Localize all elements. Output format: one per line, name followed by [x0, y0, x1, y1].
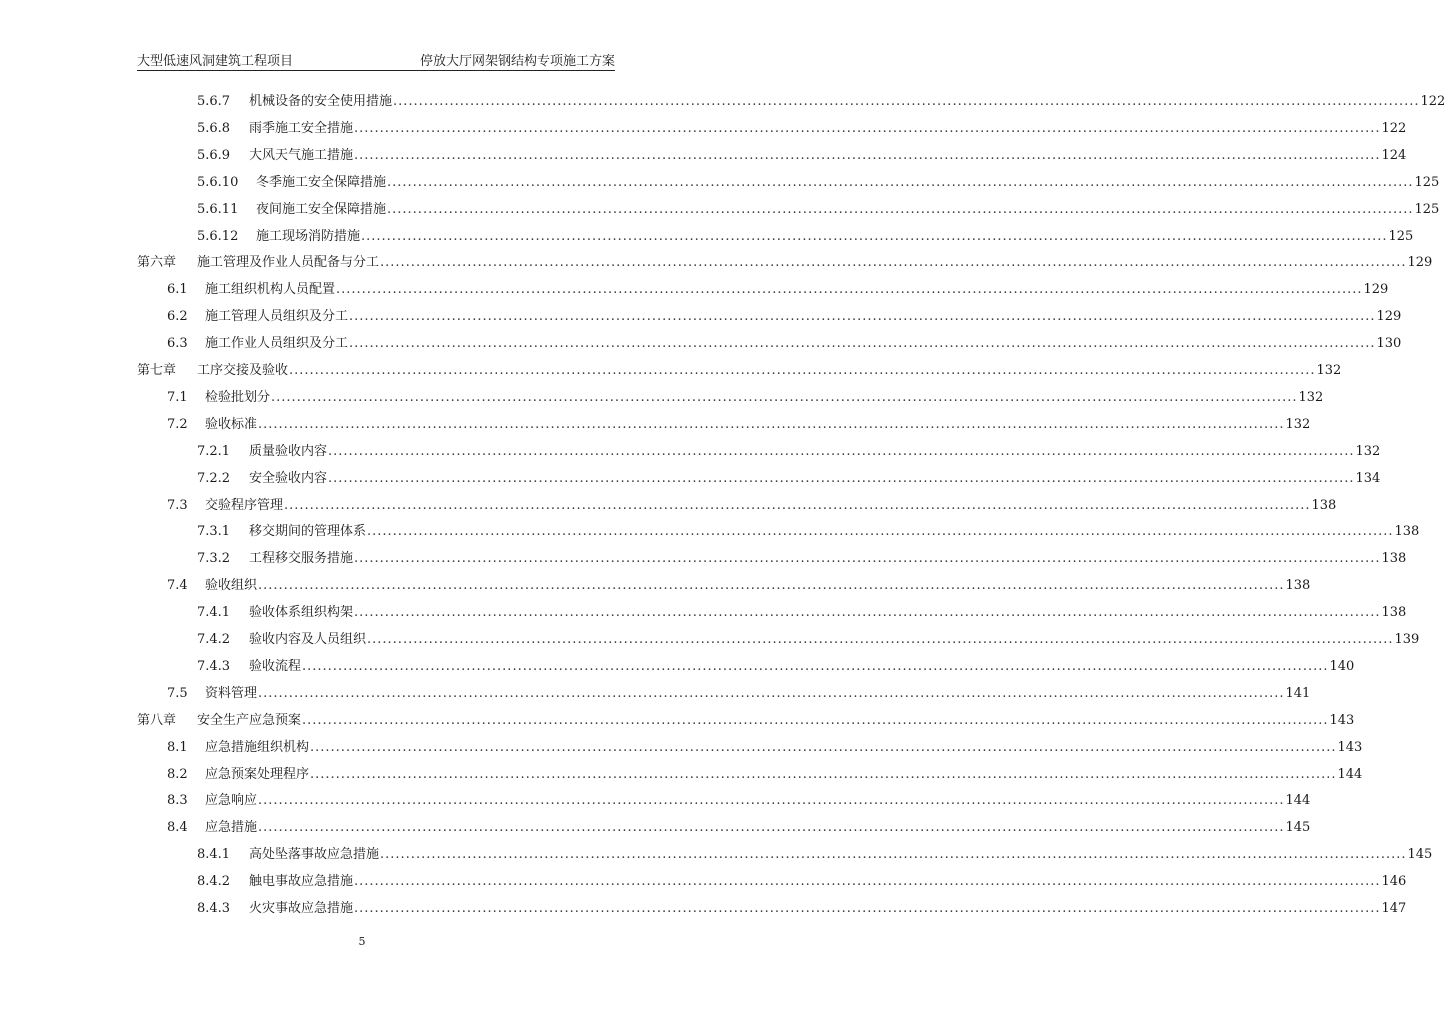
toc-dot-leader: ........................................................................................................................................................................................................: [387, 174, 1414, 190]
toc-entry-title: 工序交接及验收: [197, 363, 289, 378]
toc-dot-leader: ........................................................................................................................................................................................................: [380, 847, 1407, 863]
toc-entry[interactable]: [137, 359, 1342, 379]
toc-entry[interactable]: [167, 736, 1363, 756]
toc-dot-leader: ........................................................................................................................................................................................................: [258, 416, 1285, 432]
toc-dot-leader: ........................................................................................................................................................................................................: [336, 282, 1363, 298]
toc-entry-page: 132: [1316, 363, 1342, 378]
toc-entry-page: 144: [1337, 766, 1363, 782]
toc-entry[interactable]: [167, 305, 1402, 325]
toc-entry-number: 5.6.7: [197, 94, 231, 109]
toc-entry-page: 132: [1355, 443, 1381, 459]
toc-entry[interactable]: [197, 198, 1440, 218]
toc-dot-leader: ........................................................................................................................................................................................................: [302, 712, 1329, 728]
toc-entry-title: 移交期间的管理体系: [249, 524, 367, 540]
toc-entry-page: 132: [1298, 389, 1324, 405]
toc-entry-title: 验收体系组织构架: [249, 605, 354, 621]
toc-entry[interactable]: [137, 709, 1355, 729]
toc-entry-number: 7.3.1: [197, 524, 231, 540]
toc-dot-leader: ........................................................................................................................................................................................................: [258, 793, 1285, 809]
toc-entry-title: 应急预案处理程序: [205, 766, 310, 782]
toc-entry-title: 安全验收内容: [249, 470, 328, 486]
toc-entry[interactable]: [197, 628, 1420, 648]
toc-entry-number: 8.3: [167, 793, 188, 809]
toc-entry-number: 8.1: [167, 739, 188, 755]
toc-entry-title: 施工管理人员组织及分工: [205, 309, 349, 325]
toc-entry[interactable]: [137, 251, 1433, 271]
toc-dot-leader: ........................................................................................................................................................................................................: [328, 470, 1355, 486]
toc-entry[interactable]: [167, 682, 1311, 702]
toc-entry-number: 第六章: [137, 255, 177, 271]
toc-entry-page: 143: [1329, 712, 1355, 728]
toc-entry-page: 125: [1414, 201, 1440, 217]
toc-dot-leader: ........................................................................................................................................................................................................: [367, 524, 1394, 540]
toc-entry-title: 检验批划分: [205, 389, 271, 405]
toc-entry[interactable]: [197, 440, 1381, 460]
toc-entry[interactable]: [197, 655, 1355, 675]
toc-entry-number: 6.1: [167, 282, 188, 298]
toc-entry[interactable]: [197, 870, 1407, 890]
toc-dot-leader: ........................................................................................................................................................................................................: [354, 605, 1381, 621]
toc-dot-leader: ........................................................................................................................................................................................................: [380, 255, 1407, 271]
toc-entry-number: 7.2: [167, 416, 188, 432]
toc-entry-page: 145: [1407, 847, 1433, 863]
toc-entry[interactable]: [197, 117, 1407, 137]
toc-entry-page: 140: [1329, 658, 1355, 674]
toc-entry-title: 应急措施: [205, 820, 258, 836]
toc-entry-page: 129: [1376, 309, 1402, 325]
toc-dot-leader: ........................................................................................................................................................................................................: [328, 443, 1355, 459]
toc-entry-page: 143: [1337, 739, 1363, 755]
toc-entry-number: 8.2: [167, 766, 188, 782]
toc-dot-leader: ........................................................................................................................................................................................................: [258, 685, 1285, 701]
toc-entry-number: 7.4.3: [197, 658, 231, 674]
toc-dot-leader: ........................................................................................................................................................................................................: [354, 901, 1381, 916]
toc-dot-leader: ........................................................................................................................................................................................................: [361, 228, 1388, 244]
toc-entry[interactable]: [197, 171, 1440, 191]
toc-entry-title: 高处坠落事故应急措施: [249, 847, 380, 863]
toc-dot-leader: ........................................................................................................................................................................................................: [258, 578, 1285, 594]
toc-entry-title: 施工作业人员组织及分工: [205, 336, 349, 352]
toc-dot-leader: ........................................................................................................................................................................................................: [354, 551, 1381, 567]
toc-dot-leader: ........................................................................................................................................................................................................: [310, 766, 1337, 782]
toc-dot-leader: ........................................................................................................................................................................................................: [354, 147, 1381, 163]
toc-entry-page: 122: [1381, 120, 1407, 136]
toc-entry-page: 138: [1381, 551, 1407, 567]
toc-entry-page: 125: [1388, 228, 1414, 244]
toc-entry-number: 7.5: [167, 685, 188, 701]
toc-entry-title: 验收内容及人员组织: [249, 632, 367, 647]
toc-entry-number: 第八章: [137, 712, 177, 728]
toc-entry[interactable]: [167, 386, 1324, 406]
toc-entry-page: 147: [1381, 901, 1407, 916]
toc-entry[interactable]: [197, 897, 1407, 917]
toc-entry-title: 触电事故应急措施: [249, 874, 354, 890]
toc-entry[interactable]: [167, 574, 1311, 594]
toc-entry-page: 139: [1394, 632, 1420, 647]
toc-entry[interactable]: [167, 763, 1363, 783]
toc-entry-title: 质量验收内容: [249, 443, 328, 459]
toc-entry-title: 机械设备的安全使用措施: [249, 94, 393, 109]
toc-entry-page: 138: [1311, 497, 1337, 513]
toc-entry-number: 6.3: [167, 336, 188, 352]
toc-entry[interactable]: [197, 90, 1445, 110]
toc-entry-number: 5.6.11: [197, 201, 239, 217]
toc-entry-number: 8.4.2: [197, 874, 231, 890]
toc-entry-page: 134: [1355, 470, 1381, 486]
header-document-title: 停放大厅网架钢结构专项施工方案: [419, 54, 615, 69]
toc-entry-page: 129: [1363, 282, 1389, 298]
header-project-name: 大型低速风洞建筑工程项目: [137, 54, 294, 69]
toc-entry[interactable]: [167, 816, 1311, 836]
toc-entry-number: 7.1: [167, 389, 188, 405]
toc-entry-number: 6.2: [167, 309, 188, 325]
toc-entry-title: 验收组织: [205, 578, 258, 594]
toc-entry-title: 验收流程: [249, 658, 302, 674]
toc-entry-page: 146: [1381, 874, 1407, 890]
toc-entry-number: 5.6.9: [197, 147, 231, 163]
toc-entry-number: 7.3.2: [197, 551, 231, 567]
toc-entry-number: 5.6.8: [197, 120, 231, 136]
toc-entry-page: 122: [1420, 94, 1445, 109]
toc-entry-title: 工程移交服务措施: [249, 551, 354, 567]
toc-entry-title: 大风天气施工措施: [249, 147, 354, 163]
toc-entry-number: 7.3: [167, 497, 188, 513]
toc-entry-page: 124: [1381, 147, 1407, 163]
toc-entry-number: 7.4.1: [197, 605, 231, 621]
toc-entry-title: 火灾事故应急措施: [249, 901, 354, 916]
toc-entry-number: 7.4: [167, 578, 188, 594]
toc-entry[interactable]: [167, 278, 1389, 298]
toc-entry-title: 资料管理: [205, 685, 258, 701]
toc-entry-page: 130: [1376, 336, 1402, 352]
toc-dot-leader: ........................................................................................................................................................................................................: [349, 336, 1376, 352]
toc-entry-title: 施工现场消防措施: [256, 228, 361, 244]
toc-dot-leader: ........................................................................................................................................................................................................: [354, 874, 1381, 890]
toc-entry-title: 应急响应: [205, 793, 258, 809]
toc-entry-page: 144: [1285, 793, 1311, 809]
toc-dot-leader: ........................................................................................................................................................................................................: [271, 389, 1298, 405]
toc-entry-title: 施工组织机构人员配置: [205, 282, 336, 298]
toc-entry-title: 施工管理及作业人员配备与分工: [197, 255, 380, 271]
toc-entry[interactable]: [197, 520, 1420, 540]
toc-entry[interactable]: [197, 144, 1407, 164]
toc-dot-leader: ........................................................................................................................................................................................................: [387, 201, 1414, 217]
toc-entry-title: 冬季施工安全保障措施: [256, 174, 387, 190]
toc-entry[interactable]: [167, 789, 1311, 809]
toc-entry-number: 8.4.1: [197, 847, 231, 863]
toc-entry[interactable]: [197, 467, 1381, 487]
toc-entry-title: 验收标准: [205, 416, 258, 432]
toc-entry-title: 夜间施工安全保障措施: [256, 201, 387, 217]
toc-dot-leader: ........................................................................................................................................................................................................: [289, 363, 1316, 378]
toc-entry-number: 8.4.3: [197, 901, 231, 916]
toc-entry-title: 安全生产应急预案: [197, 712, 302, 728]
toc-entry-page: 138: [1394, 524, 1420, 540]
toc-entry-page: 145: [1285, 820, 1311, 836]
toc-entry-number: 7.4.2: [197, 632, 231, 647]
toc-dot-leader: ........................................................................................................................................................................................................: [349, 309, 1376, 325]
toc-entry-page: 138: [1381, 605, 1407, 621]
toc-dot-leader: ........................................................................................................................................................................................................: [310, 739, 1337, 755]
toc-dot-leader: ........................................................................................................................................................................................................: [302, 658, 1329, 674]
toc-entry-page: 132: [1285, 416, 1311, 432]
toc-entry[interactable]: [167, 494, 1337, 514]
toc-entry-number: 7.2.1: [197, 443, 231, 459]
toc-dot-leader: ........................................................................................................................................................................................................: [354, 120, 1381, 136]
toc-entry-title: 应急措施组织机构: [205, 739, 310, 755]
toc-dot-leader: ........................................................................................................................................................................................................: [367, 632, 1394, 647]
toc-dot-leader: ........................................................................................................................................................................................................: [258, 820, 1285, 836]
toc-entry-number: 第七章: [137, 363, 177, 378]
toc-entry-page: 129: [1407, 255, 1433, 271]
page-header: [137, 48, 615, 71]
toc-entry[interactable]: [167, 332, 1402, 352]
toc-entry[interactable]: [197, 843, 1433, 863]
toc-entry-page: 125: [1414, 174, 1440, 190]
toc-entry[interactable]: [197, 601, 1407, 621]
toc-entry[interactable]: [197, 225, 1414, 245]
toc-entry-number: 7.2.2: [197, 470, 231, 486]
page-number: 5: [358, 935, 366, 948]
toc-entry[interactable]: [167, 413, 1311, 433]
toc-dot-leader: ........................................................................................................................................................................................................: [393, 94, 1420, 109]
toc-entry-title: 交验程序管理: [205, 497, 284, 513]
toc-entry-page: 141: [1285, 685, 1311, 701]
toc-dot-leader: ........................................................................................................................................................................................................: [284, 497, 1311, 513]
toc-entry-number: 5.6.12: [197, 228, 239, 244]
toc-entry-page: 138: [1285, 578, 1311, 594]
toc-entry-number: 5.6.10: [197, 174, 239, 190]
toc-entry[interactable]: [197, 547, 1407, 567]
toc-entry-number: 8.4: [167, 820, 188, 836]
toc-entry-title: 雨季施工安全措施: [249, 120, 354, 136]
